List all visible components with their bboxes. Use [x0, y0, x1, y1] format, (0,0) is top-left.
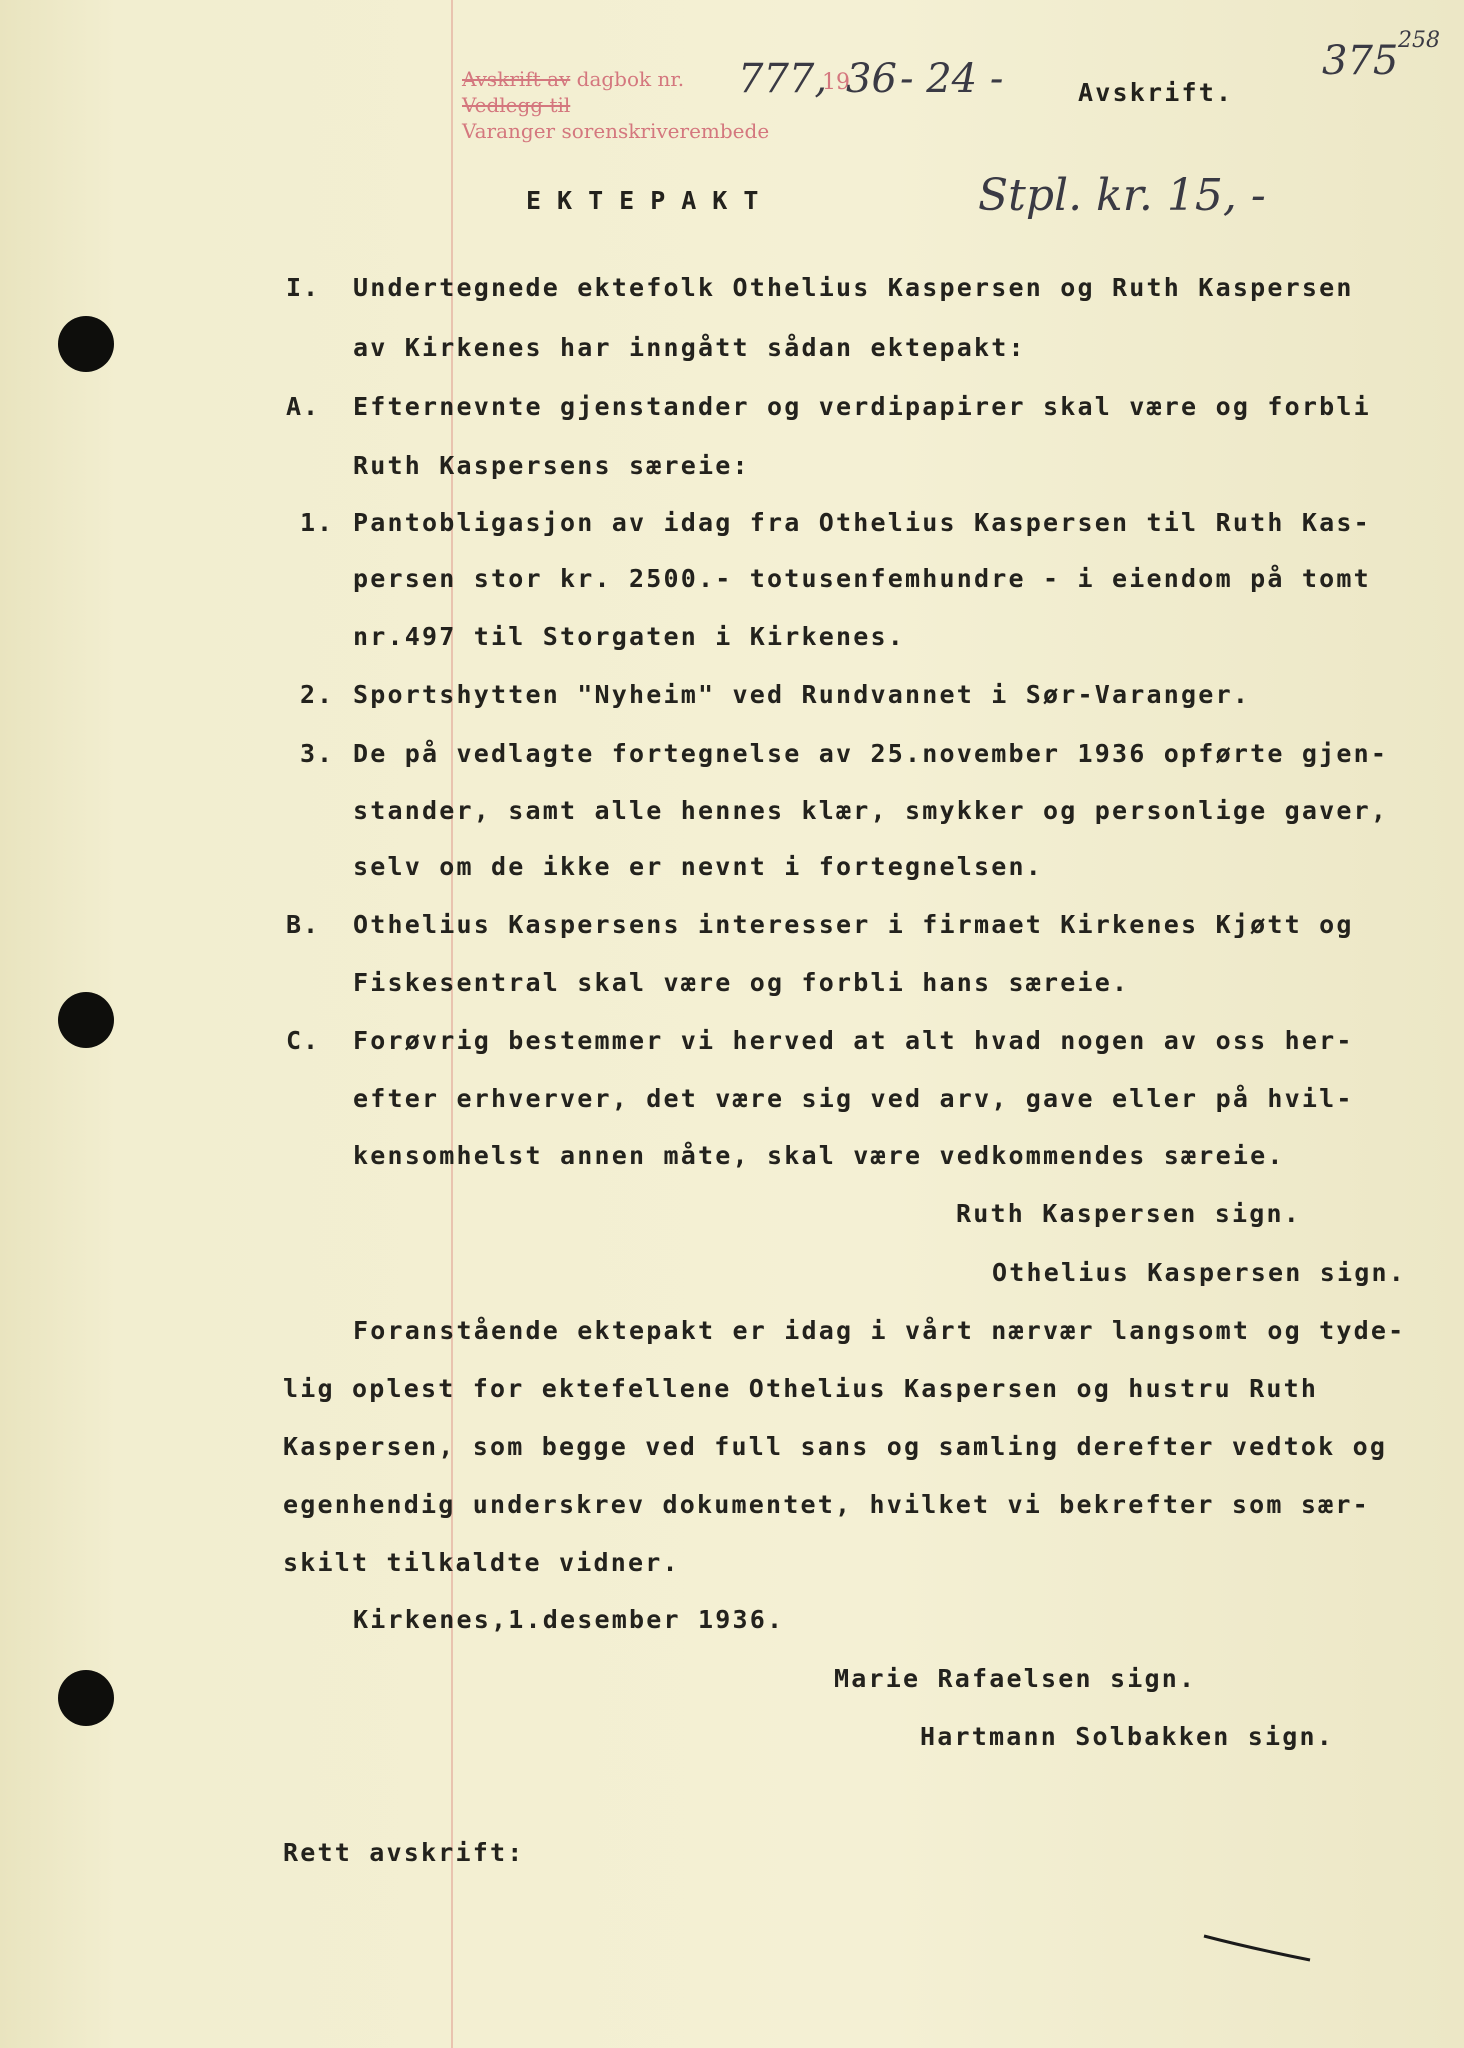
item-label: 3.: [300, 739, 335, 768]
signature-ruth: Ruth Kaspersen sign.: [956, 1199, 1302, 1228]
dagbok-number-handwritten: 777,: [738, 56, 828, 102]
avskrift-label: Avskrift.: [1078, 78, 1234, 107]
attestation-line: egenhendig underskrev dokumentet, hvilket vi bekrefter som sær-: [283, 1490, 1370, 1519]
document-title: EKTEPAKT: [526, 186, 775, 215]
body-line: persen stor kr. 2500.- totusenfemhundre - i eiendom på tomt: [353, 564, 1371, 593]
body-line: Othelius Kaspersens interesser i firmaet Kirkenes Kjøtt og: [353, 910, 1354, 939]
body-line: Fiskesentral skal være og forbli hans særeie.: [353, 968, 1130, 997]
section-label: C.: [286, 1026, 321, 1055]
archive-stamp: [462, 66, 769, 144]
body-line: kensomhelst annen måte, skal være vedkommendes særeie.: [353, 1141, 1285, 1170]
item-label: 1.: [300, 508, 335, 537]
stamp-line1-rest: dagbok nr.: [576, 67, 685, 91]
place-date: Kirkenes,1.desember 1936.: [353, 1605, 785, 1634]
body-line: Forøvrig bestemmer vi herved at alt hvad nogen av oss her-: [353, 1026, 1354, 1055]
year-suffix-handwritten: 36: [846, 56, 897, 102]
margin-rule: [451, 0, 453, 2048]
attestation-line: Kaspersen, som begge ved full sans og samling derefter vedtok og: [283, 1432, 1388, 1461]
body-line: nr.497 til Storgaten i Kirkenes.: [353, 622, 906, 651]
signature-witness-1: Marie Rafaelsen sign.: [834, 1664, 1197, 1693]
attestation-line: lig oplest for ektefellene Othelius Kaspersen og hustru Ruth: [283, 1374, 1319, 1403]
punch-hole: [58, 316, 114, 372]
page-number-small-handwritten: 258: [1398, 28, 1440, 53]
body-line: Efternevnte gjenstander og verdipapirer skal være og forbli: [353, 392, 1371, 421]
handwritten-signature-stroke: [1200, 1930, 1320, 1970]
stamp-line1-struck: Avskrift av: [462, 67, 571, 91]
section-label: A.: [286, 392, 321, 421]
certified-copy-label: Rett avskrift:: [283, 1838, 525, 1867]
stamp-line2-struck: Vedlegg til: [462, 93, 571, 117]
body-line: Undertegnede ektefolk Othelius Kaspersen og Ruth Kaspersen: [353, 273, 1354, 302]
body-line: Pantobligasjon av idag fra Othelius Kaspersen til Ruth Kas-: [353, 508, 1371, 537]
item-label: 2.: [300, 680, 335, 709]
stamp-fee-handwritten: Stpl. kr. 15, -: [978, 170, 1266, 221]
body-line: av Kirkenes har inngått sådan ektepakt:: [353, 333, 1026, 362]
signature-witness-2: Hartmann Solbakken sign.: [920, 1722, 1335, 1751]
body-line: De på vedlagte fortegnelse av 25.november 1936 opførte gjen-: [353, 739, 1389, 768]
body-line: Sportshytten "Nyheim" ved Rundvannet i Sør-Varanger.: [353, 680, 1251, 709]
attestation-line: Foranstående ektepakt er idag i vårt nærvær langsomt og tyde-: [353, 1316, 1406, 1345]
body-line: stander, samt alle hennes klær, smykker og personlige gaver,: [353, 796, 1389, 825]
punch-hole: [58, 992, 114, 1048]
section-label: B.: [286, 910, 321, 939]
stamp-line3: Varanger sorenskriverembede: [462, 119, 770, 143]
year-prefix: 19: [822, 70, 850, 95]
body-line: selv om de ikke er nevnt i fortegnelsen.: [353, 852, 1044, 881]
attestation-line: skilt tilkaldte vidner.: [283, 1548, 680, 1577]
body-line: efter erhverver, det være sig ved arv, gave eller på hvil-: [353, 1084, 1354, 1113]
body-line: Ruth Kaspersens særeie:: [353, 451, 750, 480]
dagbok-suffix-handwritten: - 24 -: [900, 56, 1004, 102]
page-number-handwritten: 375: [1322, 38, 1399, 84]
section-label: I.: [286, 273, 321, 302]
signature-othelius: Othelius Kaspersen sign.: [992, 1258, 1407, 1287]
punch-hole: [58, 1670, 114, 1726]
